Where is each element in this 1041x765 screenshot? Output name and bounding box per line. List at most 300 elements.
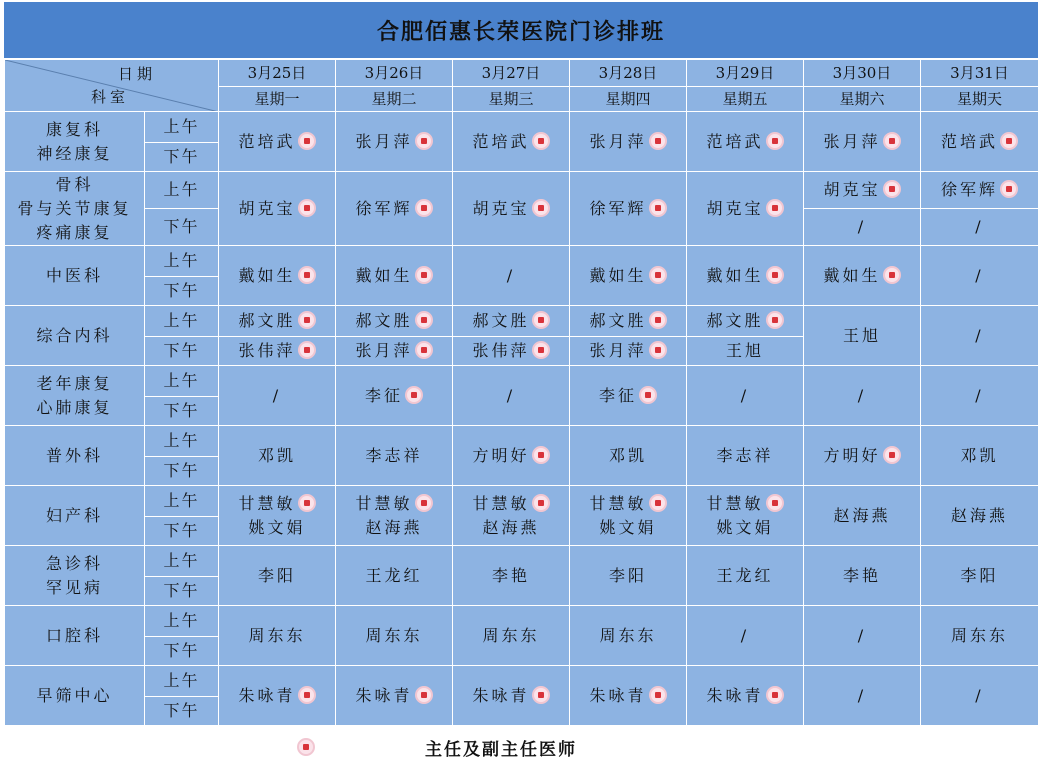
- doctor-name: /: [975, 325, 984, 345]
- doctor-name: 范培武: [238, 131, 296, 151]
- date-header: 3月28日: [570, 60, 687, 87]
- doctor-entry: [336, 444, 452, 468]
- doctor-entry: [336, 564, 452, 588]
- doctor-entry: [219, 492, 335, 516]
- pm-label: 下午: [145, 697, 219, 726]
- schedule-cell-pm: [219, 337, 336, 366]
- schedule-cell-pm: [336, 337, 453, 366]
- pm-label: 下午: [145, 143, 219, 172]
- schedule-cell: [804, 426, 921, 486]
- schedule-cell: [219, 172, 336, 246]
- schedule-cell: [570, 112, 687, 172]
- date-header: 3月26日: [336, 60, 453, 87]
- senior-doctor-badge-icon: [298, 199, 316, 217]
- doctor-entry: [336, 339, 452, 363]
- senior-doctor-badge-icon: [298, 494, 316, 512]
- department-name-line: 老年康复: [36, 373, 113, 393]
- corner-dept-label: 科室: [91, 88, 130, 106]
- table-row: [5, 172, 1039, 209]
- department-name: [5, 666, 145, 726]
- schedule-cell-am: [570, 306, 687, 337]
- schedule-cell: [804, 366, 921, 426]
- doctor-entry: [570, 339, 686, 363]
- doctor-name: 邓凯: [608, 445, 647, 465]
- schedule-cell: [921, 606, 1039, 666]
- doctor-entry: [921, 130, 1038, 154]
- doctor-name: /: [506, 265, 516, 285]
- schedule-cell: [453, 112, 570, 172]
- doctor-entry: [219, 444, 335, 468]
- doctor-name: 周东东: [365, 625, 423, 645]
- schedule-cell-am: [687, 306, 804, 337]
- table-row: [5, 546, 1039, 577]
- senior-doctor-badge-icon: [649, 341, 667, 359]
- table-row: [5, 426, 1039, 457]
- weekday-header: 星期四: [570, 87, 687, 112]
- schedule-cell: [336, 666, 453, 726]
- doctor-entry: [336, 197, 452, 221]
- date-header: 3月29日: [687, 60, 804, 87]
- senior-doctor-badge-icon: [649, 199, 667, 217]
- senior-doctor-badge-icon: [883, 180, 901, 198]
- doctor-entry: [336, 684, 452, 708]
- senior-doctor-badge-icon: [298, 266, 316, 284]
- schedule-cell: [570, 666, 687, 726]
- schedule-cell: [336, 172, 453, 246]
- doctor-name: 范培武: [706, 131, 764, 151]
- schedule-cell: [804, 246, 921, 306]
- schedule-cell: [219, 546, 336, 606]
- doctor-name: 周东东: [950, 625, 1008, 645]
- senior-doctor-badge-icon: [766, 311, 784, 329]
- schedule-cell: [804, 546, 921, 606]
- am-label: 上午: [145, 486, 219, 517]
- doctor-name: 李征: [364, 385, 403, 405]
- senior-doctor-badge-icon: [532, 494, 550, 512]
- doctor-name: 李艳: [491, 565, 530, 585]
- doctor-entry: [687, 309, 803, 333]
- department-name-line: 普外科: [45, 445, 103, 465]
- pm-label: 下午: [145, 337, 219, 366]
- doctor-name: 徐军辉: [355, 198, 413, 218]
- doctor-entry: [453, 309, 569, 333]
- doctor-name: 姚文娟: [716, 517, 774, 537]
- doctor-name: 郝文胜: [355, 311, 413, 330]
- doctor-name: 张月萍: [589, 341, 647, 360]
- doctor-name: /: [975, 385, 984, 405]
- doctor-name: 赵海燕: [833, 505, 891, 525]
- doctor-entry: [336, 264, 452, 288]
- schedule-cell: [570, 606, 687, 666]
- schedule-cell: [804, 486, 921, 546]
- senior-doctor-badge-icon: [532, 199, 550, 217]
- schedule-cell: [687, 112, 804, 172]
- doctor-entry: [570, 384, 686, 408]
- schedule-cell: [336, 486, 453, 546]
- senior-doctor-badge-icon: [1000, 132, 1018, 150]
- doctor-name: 戴如生: [355, 265, 413, 285]
- legend-label: 主任及副主任医师: [425, 739, 577, 760]
- date-header: 3月31日: [921, 60, 1039, 87]
- schedule-cell: [453, 246, 570, 306]
- doctor-entry: [453, 492, 569, 516]
- doctor-name: 郝文胜: [706, 311, 764, 330]
- senior-doctor-badge-icon: [415, 494, 433, 512]
- schedule-cell: [687, 546, 804, 606]
- schedule-cell: [921, 546, 1039, 606]
- schedule-cell: [453, 666, 570, 726]
- doctor-entry: [687, 492, 803, 516]
- doctor-name: 赵海燕: [365, 517, 423, 537]
- doctor-entry: [336, 384, 452, 408]
- table-row: [5, 606, 1039, 637]
- doctor-name: 方明好: [823, 445, 881, 465]
- doctor-name: 张伟萍: [238, 341, 296, 360]
- senior-doctor-badge-icon: [766, 686, 784, 704]
- senior-doctor-badge-icon: [649, 311, 667, 329]
- doctor-entry: [921, 264, 1038, 288]
- doctor-name: 张月萍: [823, 131, 881, 151]
- department-name-line: 骨科: [55, 174, 94, 194]
- schedule-cell: [921, 246, 1039, 306]
- doctor-name: 朱咏青: [355, 685, 413, 705]
- doctor-entry: [453, 384, 569, 408]
- doctor-name: 朱咏青: [589, 685, 647, 705]
- doctor-name: 姚文娟: [248, 517, 306, 537]
- table-row: [5, 366, 1039, 397]
- schedule-cell: [453, 606, 570, 666]
- schedule-cell: [687, 172, 804, 246]
- doctor-entry: [921, 564, 1038, 588]
- doctor-name: 邓凯: [257, 445, 296, 465]
- schedule-cell: [336, 546, 453, 606]
- doctor-entry: [687, 384, 803, 408]
- doctor-entry: [921, 178, 1038, 202]
- doctor-entry: [921, 324, 1038, 348]
- schedule-cell: [336, 606, 453, 666]
- senior-doctor-badge-icon: [649, 494, 667, 512]
- schedule-cell: [921, 306, 1039, 366]
- doctor-entry: [687, 130, 803, 154]
- doctor-name: /: [857, 217, 867, 236]
- doctor-entry: [219, 130, 335, 154]
- doctor-entry: [921, 504, 1038, 528]
- doctor-entry: [687, 197, 803, 221]
- schedule-cell: [804, 666, 921, 726]
- senior-doctor-badge-icon: [532, 446, 550, 464]
- weekday-header: 星期天: [921, 87, 1039, 112]
- senior-doctor-badge-icon: [883, 266, 901, 284]
- doctor-name: 李征: [598, 385, 637, 405]
- schedule-cell: [921, 666, 1039, 726]
- doctor-name: 朱咏青: [238, 685, 296, 705]
- doctor-name: 胡克宝: [238, 198, 296, 218]
- schedule-cell: [921, 112, 1039, 172]
- department-name-line: 疼痛康复: [36, 222, 113, 242]
- department-name: [5, 366, 145, 426]
- schedule-cell: [336, 246, 453, 306]
- schedule-cell: [570, 172, 687, 246]
- senior-doctor-badge-icon: [883, 132, 901, 150]
- schedule-cell: [453, 486, 570, 546]
- table-row: [5, 112, 1039, 143]
- schedule-cell: [453, 366, 570, 426]
- department-name: [5, 246, 145, 306]
- date-header: 3月30日: [804, 60, 921, 87]
- doctor-name: /: [506, 385, 516, 405]
- doctor-name: 方明好: [472, 445, 530, 465]
- red-square-badge-icon: [297, 738, 315, 756]
- doctor-name: /: [975, 265, 984, 285]
- pm-label: 下午: [145, 577, 219, 606]
- senior-doctor-badge-icon: [766, 494, 784, 512]
- doctor-entry: [804, 504, 920, 528]
- doctor-name: 王旭: [725, 341, 764, 360]
- schedule-cell: [570, 366, 687, 426]
- schedule-cell: [570, 246, 687, 306]
- doctor-name: 甘慧敏: [238, 493, 296, 513]
- date-header: 3月27日: [453, 60, 570, 87]
- schedule-cell: [219, 486, 336, 546]
- doctor-name: 张月萍: [355, 131, 413, 151]
- doctor-name: 甘慧敏: [706, 493, 764, 513]
- schedule-cell-pm: [687, 337, 804, 366]
- senior-doctor-badge-icon: [649, 266, 667, 284]
- schedule-cell-pm: [804, 209, 921, 246]
- doctor-entry: [453, 339, 569, 363]
- doctor-name: /: [740, 385, 750, 405]
- department-name-line: 妇产科: [45, 505, 103, 525]
- doctor-name: 李志祥: [365, 445, 423, 465]
- doctor-entry: [453, 264, 569, 288]
- doctor-entry: [687, 624, 803, 648]
- doctor-name: 李艳: [842, 565, 881, 585]
- doctor-name: 王龙红: [716, 565, 774, 585]
- schedule-cell: [219, 246, 336, 306]
- weekday-header: 星期一: [219, 87, 336, 112]
- doctor-name: 胡克宝: [472, 198, 530, 218]
- doctor-entry: [570, 564, 686, 588]
- schedule-cell-pm: [453, 337, 570, 366]
- doctor-entry: [921, 684, 1038, 708]
- doctor-entry: [219, 684, 335, 708]
- doctor-name: 姚文娟: [599, 517, 657, 537]
- schedule-cell: [687, 246, 804, 306]
- schedule-cell: [336, 112, 453, 172]
- senior-doctor-badge-icon: [405, 386, 423, 404]
- senior-doctor-badge-icon: [766, 132, 784, 150]
- doctor-entry: [219, 624, 335, 648]
- doctor-name: 李志祥: [716, 445, 774, 465]
- doctor-entry: [921, 624, 1038, 648]
- am-label: 上午: [145, 606, 219, 637]
- doctor-entry: [804, 215, 920, 239]
- table-row: [5, 246, 1039, 277]
- doctor-entry: [453, 197, 569, 221]
- department-name-line: 急诊科: [45, 553, 103, 573]
- doctor-entry: [687, 564, 803, 588]
- doctor-entry: [219, 564, 335, 588]
- doctor-entry: [453, 624, 569, 648]
- doctor-entry: [453, 684, 569, 708]
- department-name-line: 早筛中心: [36, 685, 113, 705]
- senior-doctor-badge-icon: [415, 132, 433, 150]
- doctor-entry: [687, 444, 803, 468]
- doctor-name: 甘慧敏: [472, 493, 530, 513]
- senior-doctor-badge-icon: [298, 341, 316, 359]
- schedule-cell: [921, 366, 1039, 426]
- schedule-cell-pm: [570, 337, 687, 366]
- page-title: 合肥佰惠长荣医院门诊排班: [4, 2, 1038, 59]
- pm-label: 下午: [145, 277, 219, 306]
- department-name-line: 中医科: [45, 265, 103, 285]
- schedule-cell: [570, 546, 687, 606]
- doctor-name: 赵海燕: [482, 517, 540, 537]
- doctor-name: 徐军辉: [940, 180, 998, 199]
- schedule-sheet: [4, 2, 1038, 726]
- doctor-entry: [453, 130, 569, 154]
- senior-doctor-badge-icon: [883, 446, 901, 464]
- doctor-name: 李阳: [608, 565, 647, 585]
- senior-doctor-badge-icon: [298, 132, 316, 150]
- schedule-table: [4, 59, 1039, 726]
- am-label: 上午: [145, 666, 219, 697]
- senior-doctor-badge-icon: [766, 266, 784, 284]
- schedule-cell: [687, 366, 804, 426]
- doctor-entry: [804, 444, 920, 468]
- department-name-line: 罕见病: [45, 577, 103, 597]
- department-name: [5, 172, 145, 246]
- am-label: 上午: [145, 306, 219, 337]
- schedule-cell: [804, 112, 921, 172]
- schedule-cell-am: [453, 306, 570, 337]
- weekday-header: 星期五: [687, 87, 804, 112]
- doctor-name: 周东东: [248, 625, 306, 645]
- weekday-header: 星期三: [453, 87, 570, 112]
- doctor-entry: [219, 384, 335, 408]
- schedule-cell: [453, 546, 570, 606]
- am-label: 上午: [145, 426, 219, 457]
- doctor-entry: [804, 624, 920, 648]
- doctor-name: 范培武: [940, 131, 998, 151]
- doctor-entry: [687, 684, 803, 708]
- pm-label: 下午: [145, 397, 219, 426]
- department-name: [5, 606, 145, 666]
- senior-doctor-badge-icon: [298, 686, 316, 704]
- pm-label: 下午: [145, 209, 219, 246]
- doctor-entry: [219, 264, 335, 288]
- weekday-header: 星期六: [804, 87, 921, 112]
- doctor-entry: [336, 516, 452, 540]
- doctor-entry: [336, 130, 452, 154]
- department-name: [5, 546, 145, 606]
- doctor-name: 甘慧敏: [355, 493, 413, 513]
- doctor-entry: [804, 384, 920, 408]
- doctor-name: /: [857, 385, 867, 405]
- doctor-entry: [336, 492, 452, 516]
- doctor-name: 戴如生: [706, 265, 764, 285]
- doctor-name: 周东东: [482, 625, 540, 645]
- doctor-name: /: [975, 217, 984, 236]
- doctor-entry: [804, 324, 920, 348]
- doctor-entry: [570, 684, 686, 708]
- department-name-line: 综合内科: [36, 325, 113, 345]
- am-label: 上午: [145, 546, 219, 577]
- doctor-entry: [804, 178, 920, 202]
- schedule-cell: [219, 366, 336, 426]
- pm-label: 下午: [145, 637, 219, 666]
- doctor-entry: [921, 215, 1038, 239]
- department-name-line: 口腔科: [45, 625, 103, 645]
- doctor-entry: [921, 444, 1038, 468]
- table-row: [5, 486, 1039, 517]
- schedule-cell: [570, 486, 687, 546]
- schedule-cell-pm: [921, 209, 1039, 246]
- senior-doctor-badge-icon: [415, 686, 433, 704]
- doctor-entry: [570, 130, 686, 154]
- doctor-entry: [453, 516, 569, 540]
- senior-doctor-badge-icon: [532, 341, 550, 359]
- senior-doctor-badge-icon: [649, 686, 667, 704]
- am-label: 上午: [145, 112, 219, 143]
- doctor-name: 张月萍: [589, 131, 647, 151]
- department-name: [5, 306, 145, 366]
- senior-doctor-badge-icon: [766, 199, 784, 217]
- am-label: 上午: [145, 366, 219, 397]
- doctor-entry: [570, 624, 686, 648]
- doctor-entry: [570, 492, 686, 516]
- corner-header: [5, 60, 219, 112]
- doctor-name: 郝文胜: [238, 311, 296, 330]
- doctor-entry: [921, 384, 1038, 408]
- schedule-cell-am: [336, 306, 453, 337]
- doctor-name: 徐军辉: [589, 198, 647, 218]
- am-label: 上午: [145, 246, 219, 277]
- department-name-line: 心肺康复: [36, 397, 113, 417]
- senior-doctor-badge-icon: [649, 132, 667, 150]
- doctor-name: 王旭: [842, 325, 881, 345]
- doctor-entry: [219, 516, 335, 540]
- schedule-cell: [219, 426, 336, 486]
- schedule-cell: [921, 426, 1039, 486]
- schedule-cell: [687, 486, 804, 546]
- doctor-name: 李阳: [960, 565, 999, 585]
- doctor-name: /: [975, 685, 984, 705]
- department-name: [5, 426, 145, 486]
- doctor-name: /: [272, 385, 282, 405]
- schedule-cell: [219, 606, 336, 666]
- doctor-entry: [219, 197, 335, 221]
- schedule-cell: [570, 426, 687, 486]
- doctor-entry: [453, 444, 569, 468]
- doctor-name: 郝文胜: [589, 311, 647, 330]
- senior-doctor-badge-icon: [532, 686, 550, 704]
- doctor-name: 张月萍: [355, 341, 413, 360]
- doctor-entry: [219, 339, 335, 363]
- table-row: [5, 666, 1039, 697]
- schedule-cell: [453, 426, 570, 486]
- table-row: [5, 306, 1039, 337]
- doctor-name: 戴如生: [823, 265, 881, 285]
- schedule-cell: [219, 666, 336, 726]
- schedule-cell: [804, 606, 921, 666]
- doctor-name: 张伟萍: [472, 341, 530, 360]
- senior-doctor-badge-icon: [532, 132, 550, 150]
- schedule-cell: [804, 306, 921, 366]
- am-label: 上午: [145, 172, 219, 209]
- doctor-name: 王龙红: [365, 565, 423, 585]
- corner-date-label: 日期: [117, 65, 156, 83]
